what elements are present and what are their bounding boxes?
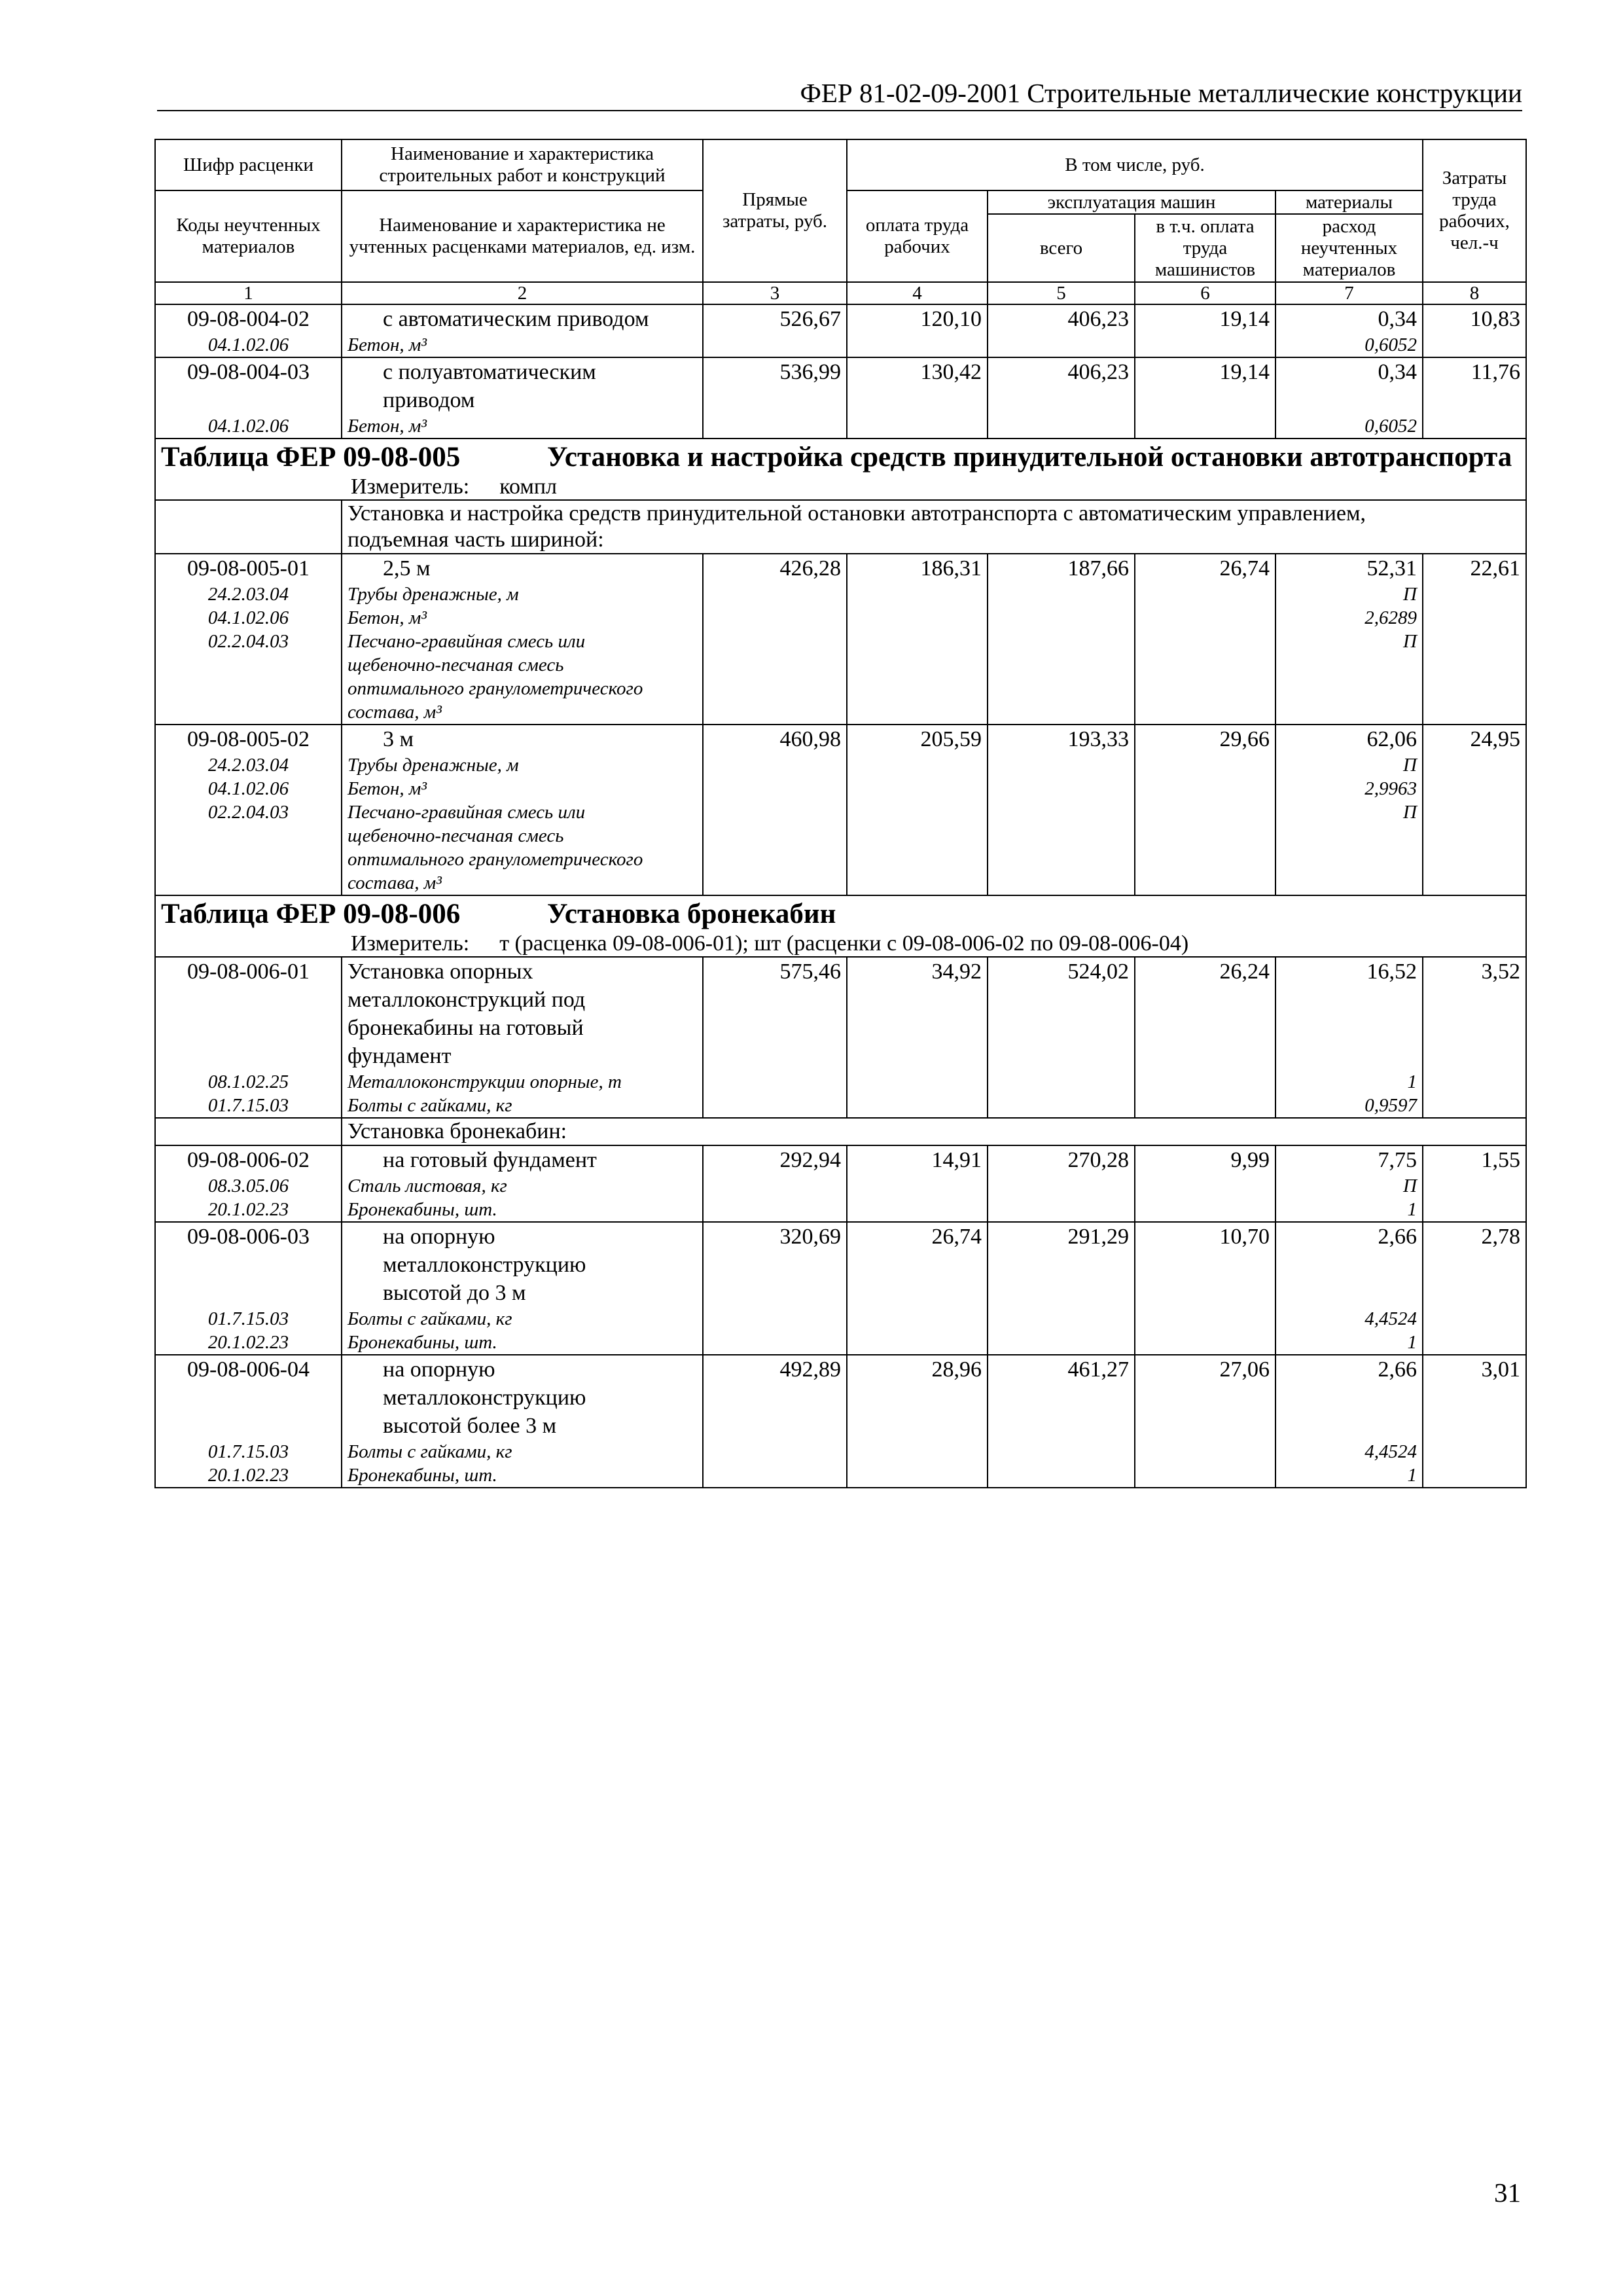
materials-cost: 7,75 <box>1378 1148 1417 1172</box>
rate-code: 09-08-004-03 <box>187 360 310 384</box>
col-materials-header: материалы <box>1275 190 1423 214</box>
material-code: 04.1.02.06 <box>207 778 289 799</box>
section-row-005 <box>155 439 1526 500</box>
material-qty: П <box>1403 584 1417 605</box>
column-numbers-row <box>155 282 1526 304</box>
machinists-cost: 26,74 <box>1135 554 1275 725</box>
material-qty: П <box>1403 631 1417 652</box>
rate-code: 09-08-004-02 <box>187 307 310 331</box>
rate-code: 09-08-005-02 <box>187 727 310 751</box>
document-title: ФЕР 81-02-09-2001 Строительные металлические конструкции <box>800 78 1522 108</box>
rate-name-cont: приводом <box>383 388 475 412</box>
col-unaccounted-header: расход неучтенных материалов <box>1275 214 1423 282</box>
machinists-cost: 19,14 <box>1135 357 1275 439</box>
rate-name-cont: металлоконструкций под <box>348 988 586 1012</box>
material-code: 08.3.05.06 <box>207 1175 289 1196</box>
material-code: 24.2.03.04 <box>207 755 289 776</box>
material-code: 20.1.02.23 <box>207 1465 289 1486</box>
col-name-sub-header: Наименование и характеристика не учтенных расценками материалов, ед. изм. <box>342 190 703 282</box>
material-code: 24.2.03.04 <box>207 584 289 605</box>
materials-cost: 62,06 <box>1366 727 1417 751</box>
material-name: Металлоконструкции опорные, т <box>348 1071 622 1092</box>
col-num-1: 1 <box>155 282 342 304</box>
labor-hours: 22,61 <box>1423 554 1526 725</box>
group-note: Установка бронекабин: <box>348 1119 567 1143</box>
material-name-cont: оптимального гранулометрического <box>348 849 643 870</box>
group-note: Установка и настройка средств принудительной остановки автотранспорта с автоматическим управлением, <box>348 501 1366 526</box>
machinists-cost: 27,06 <box>1135 1355 1275 1488</box>
labor-hours: 3,01 <box>1423 1355 1526 1488</box>
labor-hours: 11,76 <box>1423 357 1526 439</box>
page-number: 31 <box>1494 2178 1521 2208</box>
material-code: 01.7.15.03 <box>207 1095 289 1116</box>
rate-name-cont: высотой до 3 м <box>383 1281 526 1305</box>
material-code: 04.1.02.06 <box>207 334 289 355</box>
material-name: Болты с гайками, кг <box>348 1095 512 1116</box>
section-label: Таблица ФЕР 09-08-005 <box>161 442 461 473</box>
machines-total: 193,33 <box>988 725 1135 895</box>
machinists-cost: 19,14 <box>1135 304 1275 357</box>
material-name: Песчано-гравийная смесь или <box>348 631 586 652</box>
material-qty: 0,6052 <box>1364 334 1417 355</box>
section-title: Установка бронекабин <box>547 899 836 929</box>
material-code: 01.7.15.03 <box>207 1441 289 1462</box>
rate-code: 09-08-006-03 <box>187 1225 310 1249</box>
table-row <box>155 554 1526 725</box>
labor-cost: 120,10 <box>847 304 988 357</box>
material-name: Песчано-гравийная смесь или <box>348 802 586 823</box>
table-row <box>155 725 1526 895</box>
materials-cost: 2,66 <box>1378 1225 1417 1249</box>
rate-code: 09-08-006-02 <box>187 1148 310 1172</box>
direct-cost: 426,28 <box>703 554 847 725</box>
machines-total: 524,02 <box>988 957 1135 1118</box>
col-machines-header: эксплуатация машин <box>988 190 1275 214</box>
rate-name-cont: металлоконструкцию <box>383 1386 586 1410</box>
material-name: Сталь листовая, кг <box>348 1175 507 1196</box>
material-qty: 1 <box>1407 1332 1417 1353</box>
col-name-header: Наименование и характеристика строительных работ и конструкций <box>342 139 703 190</box>
col-incl-header: В том числе, руб. <box>847 139 1423 190</box>
section-label: Таблица ФЕР 09-08-006 <box>161 899 461 929</box>
labor-cost: 26,74 <box>847 1222 988 1355</box>
measure-unit: компл <box>499 475 558 499</box>
material-qty: 1 <box>1407 1071 1417 1092</box>
material-qty: 1 <box>1407 1465 1417 1486</box>
material-code: 04.1.02.06 <box>207 416 289 437</box>
material-name: Болты с гайками, кг <box>348 1441 512 1462</box>
labor-hours: 24,95 <box>1423 725 1526 895</box>
material-name: Трубы дренажные, м <box>348 755 519 776</box>
table-row <box>155 1222 1526 1355</box>
material-name: Болты с гайками, кг <box>348 1308 512 1329</box>
section-title: Установка и настройка средств принудительной остановки автотранспорта <box>547 442 1512 473</box>
material-qty: 4,4524 <box>1364 1308 1417 1329</box>
table-row <box>155 357 1526 439</box>
col-num-3: 3 <box>703 282 847 304</box>
rate-name-cont: металлоконструкцию <box>383 1253 586 1277</box>
rate-name: на опорную <box>383 1357 495 1382</box>
materials-cost: 0,34 <box>1378 360 1417 384</box>
col-code-header: Шифр расценки <box>155 139 342 190</box>
material-code: 02.2.04.03 <box>207 802 289 823</box>
material-name-cont: состава, м³ <box>348 702 442 723</box>
labor-hours: 3,52 <box>1423 957 1526 1118</box>
section-row-006 <box>155 895 1526 957</box>
rate-name: с автоматическим приводом <box>383 307 649 331</box>
measure-label: Измеритель: <box>351 475 470 499</box>
rate-name: 3 м <box>383 727 414 751</box>
machinists-cost: 10,70 <box>1135 1222 1275 1355</box>
material-code: 08.1.02.25 <box>207 1071 289 1092</box>
running-header <box>157 77 1522 111</box>
labor-hours: 2,78 <box>1423 1222 1526 1355</box>
materials-cost: 52,31 <box>1366 556 1417 581</box>
col-machinists-header: в т.ч. оплата труда машинистов <box>1135 214 1275 282</box>
labor-cost: 28,96 <box>847 1355 988 1488</box>
col-num-8: 8 <box>1423 282 1526 304</box>
material-qty: П <box>1403 1175 1417 1196</box>
machinists-cost: 26,24 <box>1135 957 1275 1118</box>
material-name: Бетон, м³ <box>348 334 427 355</box>
material-qty: 2,9963 <box>1364 778 1417 799</box>
col-direct-header: Прямые затраты, руб. <box>703 139 847 282</box>
machinists-cost: 9,99 <box>1135 1145 1275 1222</box>
rate-code: 09-08-006-04 <box>187 1357 310 1382</box>
material-qty: 2,6289 <box>1364 607 1417 628</box>
material-name-cont: щебеночно-песчаная смесь <box>348 825 564 846</box>
material-code: 20.1.02.23 <box>207 1199 289 1220</box>
header-row-1 <box>155 139 1526 190</box>
material-name-cont: щебеночно-песчаная смесь <box>348 655 564 675</box>
table-row <box>155 304 1526 357</box>
material-qty: 0,6052 <box>1364 416 1417 437</box>
table-row <box>155 1145 1526 1222</box>
labor-cost: 205,59 <box>847 725 988 895</box>
group-note-row <box>155 1118 1526 1145</box>
col-num-6: 6 <box>1135 282 1275 304</box>
material-name: Бетон, м³ <box>348 416 427 437</box>
labor-cost: 34,92 <box>847 957 988 1118</box>
material-code: 04.1.02.06 <box>207 607 289 628</box>
rate-name-cont: высотой более 3 м <box>383 1414 557 1438</box>
machinists-cost: 29,66 <box>1135 725 1275 895</box>
machines-total: 406,23 <box>988 304 1135 357</box>
direct-cost: 320,69 <box>703 1222 847 1355</box>
machines-total: 406,23 <box>988 357 1135 439</box>
machines-total: 270,28 <box>988 1145 1135 1222</box>
direct-cost: 536,99 <box>703 357 847 439</box>
labor-cost: 130,42 <box>847 357 988 439</box>
col-num-4: 4 <box>847 282 988 304</box>
col-num-2: 2 <box>342 282 703 304</box>
material-name-cont: состава, м³ <box>348 872 442 893</box>
direct-cost: 492,89 <box>703 1355 847 1488</box>
col-num-5: 5 <box>988 282 1135 304</box>
material-name-cont: оптимального гранулометрического <box>348 678 643 699</box>
material-code: 01.7.15.03 <box>207 1308 289 1329</box>
col-labor-header: оплата труда рабочих <box>847 190 988 282</box>
material-code: 20.1.02.23 <box>207 1332 289 1353</box>
group-note-row <box>155 500 1526 554</box>
col-total-header: всего <box>988 214 1135 282</box>
materials-cost: 0,34 <box>1378 307 1417 331</box>
rate-name-cont: фундамент <box>348 1044 452 1068</box>
direct-cost: 292,94 <box>703 1145 847 1222</box>
col-code-sub-header: Коды неучтенных материалов <box>155 190 342 282</box>
materials-cost: 2,66 <box>1378 1357 1417 1382</box>
measure-unit: т (расценка 09-08-006-01); шт (расценки с 09-08-006-02 по 09-08-006-04) <box>499 931 1189 956</box>
material-name: Бронекабины, шт. <box>348 1199 497 1220</box>
material-name: Бронекабины, шт. <box>348 1332 497 1353</box>
material-code: 02.2.04.03 <box>207 631 289 652</box>
machines-total: 187,66 <box>988 554 1135 725</box>
rate-name-cont: бронекабины на готовый <box>348 1016 584 1040</box>
direct-cost: 460,98 <box>703 725 847 895</box>
rate-name: 2,5 м <box>383 556 431 581</box>
table-row <box>155 1355 1526 1488</box>
material-qty: 4,4524 <box>1364 1441 1417 1462</box>
rate-name: на готовый фундамент <box>383 1148 597 1172</box>
machines-total: 291,29 <box>988 1222 1135 1355</box>
direct-cost: 526,67 <box>703 304 847 357</box>
labor-hours: 1,55 <box>1423 1145 1526 1222</box>
material-qty: П <box>1403 802 1417 823</box>
material-name: Бетон, м³ <box>348 778 427 799</box>
rate-code: 09-08-005-01 <box>187 556 310 581</box>
rate-name: с полуавтоматическим <box>383 360 596 384</box>
direct-cost: 575,46 <box>703 957 847 1118</box>
materials-cost: 16,52 <box>1366 960 1417 984</box>
rates-table <box>154 139 1527 1488</box>
rate-name: на опорную <box>383 1225 495 1249</box>
col-hours-header: Затраты труда рабочих, чел.-ч <box>1423 139 1526 282</box>
machines-total: 461,27 <box>988 1355 1135 1488</box>
material-name: Трубы дренажные, м <box>348 584 519 605</box>
labor-cost: 14,91 <box>847 1145 988 1222</box>
col-num-7: 7 <box>1275 282 1423 304</box>
group-note-cont: подъемная часть шириной: <box>348 528 604 552</box>
table-row <box>155 957 1526 1118</box>
rate-name: Установка опорных <box>348 960 533 984</box>
material-qty: 1 <box>1407 1199 1417 1220</box>
labor-cost: 186,31 <box>847 554 988 725</box>
measure-label: Измеритель: <box>351 931 470 956</box>
labor-hours: 10,83 <box>1423 304 1526 357</box>
material-name: Бетон, м³ <box>348 607 427 628</box>
material-name: Бронекабины, шт. <box>348 1465 497 1486</box>
material-qty: 0,9597 <box>1364 1095 1417 1116</box>
material-qty: П <box>1403 755 1417 776</box>
rate-code: 09-08-006-01 <box>187 960 310 984</box>
